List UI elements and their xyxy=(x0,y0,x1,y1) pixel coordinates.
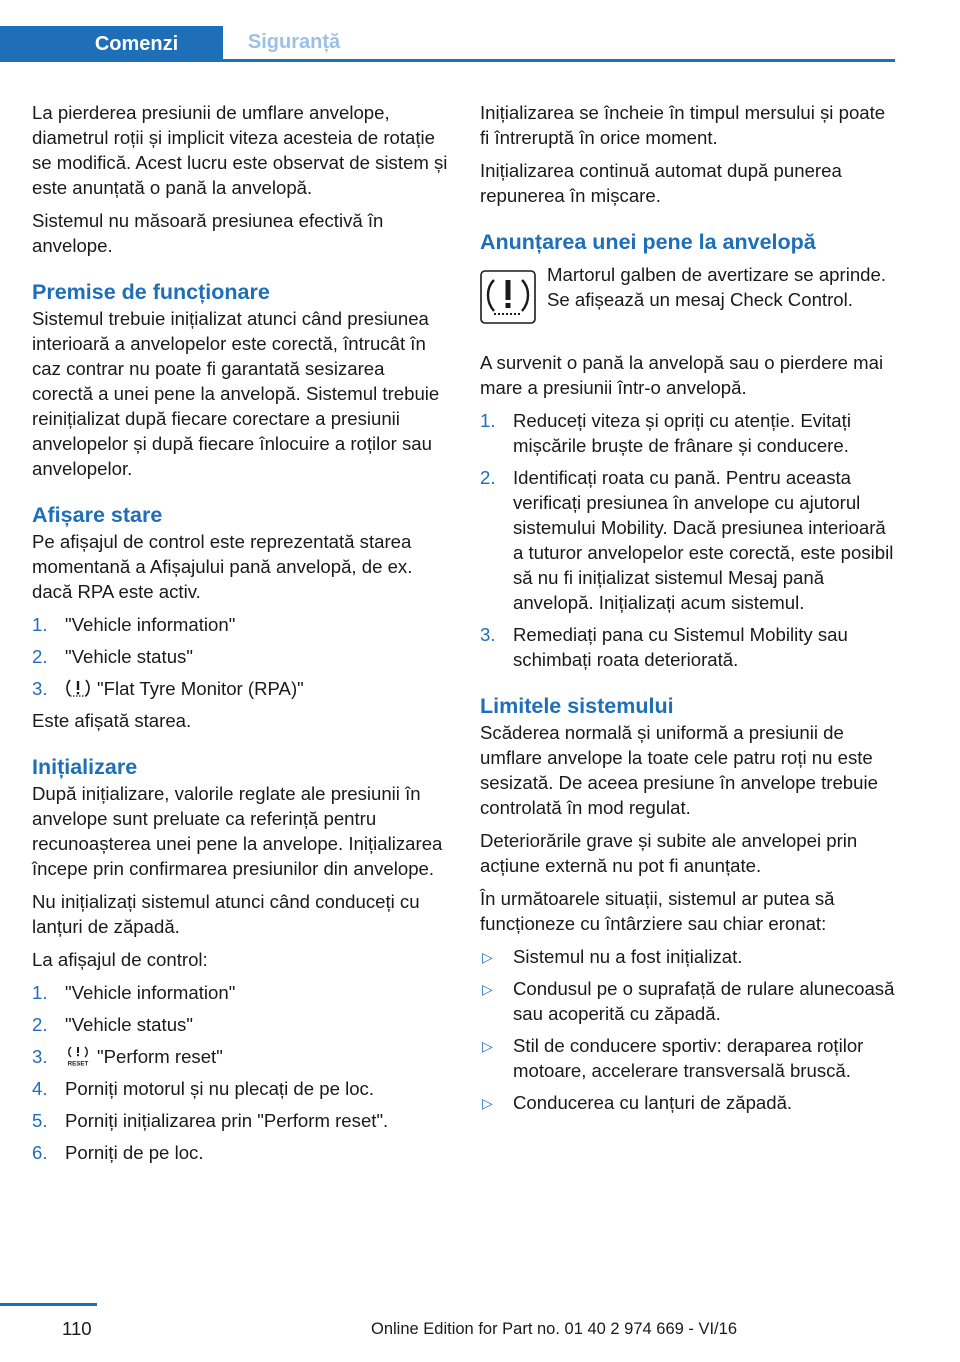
section-heading-limite: Limitele sistemului xyxy=(480,694,674,718)
list-number: 6. xyxy=(32,1142,48,1163)
right-column xyxy=(480,100,896,1122)
paragraph: Este afișată starea. xyxy=(32,710,192,731)
list-text: Porniți de pe loc. xyxy=(65,1142,204,1163)
list-text: "Vehicle information" xyxy=(65,982,236,1003)
paragraph: Inițializarea continuă automat după punerea repunerea în mișcare. xyxy=(480,160,842,206)
warning-block xyxy=(480,262,896,342)
svg-text:RESET: RESET xyxy=(67,1060,89,1067)
list-item xyxy=(480,408,896,458)
list-text: "Perform reset" xyxy=(97,1046,223,1067)
list-item xyxy=(32,676,450,701)
paragraph: Pe afișajul de control este reprezentată starea momentană a Afișajului pană anvelopă, de ex. dacă RPA este activ. xyxy=(32,531,413,602)
list-text: Identificați roata cu pană. Pentru aceasta verificați presiunea în anvelope cu ajutorul sistemului Mobility. Dacă presiunea interioară a tuturor anvelopelor este corectă, este posibil să nu fi inițializat sistemul Mesaj pană anvelopă. Inițializați acum sistemul. xyxy=(513,467,894,613)
warning-text: Martorul galben de avertizare se aprinde. Se afișează un mesaj Check Control. xyxy=(547,264,887,310)
paragraph: La pierderea presiunii de umflare anvelope, diametrul roții și implicit viteza acesteia de rotație se modifică. Acest lucru este observat de sistem și este anunțată o pană la anvelopă. xyxy=(32,102,448,198)
list-item xyxy=(32,980,450,1005)
list-item xyxy=(480,1033,896,1083)
list-text: Conducerea cu lanțuri de zăpadă. xyxy=(513,1092,793,1113)
list-item xyxy=(32,1012,450,1037)
list-number: 4. xyxy=(32,1078,48,1099)
list-text: Stil de conducere sportiv: deraparea roților motoare, accelerare transversală bruscă. xyxy=(513,1035,864,1081)
list-number: 3. xyxy=(32,678,48,699)
list-item xyxy=(480,465,896,615)
list-item xyxy=(480,1090,896,1115)
bullet-triangle-icon: ▷ xyxy=(482,1038,493,1054)
steps-list-reset xyxy=(32,980,450,1165)
list-text: "Vehicle status" xyxy=(65,646,193,667)
list-item xyxy=(32,1108,450,1133)
list-number: 3. xyxy=(480,624,496,645)
list-text: Condusul pe o suprafață de rulare alunecoasă sau acoperită cu zăpadă. xyxy=(513,978,895,1024)
paragraph: Sistemul trebuie inițializat atunci când presiunea interioară a anvelopelor este corectă, întrucât în caz contrar nu poate fi garantată sesizarea corectă a unei pene la anvelopă. Sistemul trebuie reinițializat după fiecare corectare a presiunii anvelopelor și după fiecare înlocuire a roților sau anvelopelor. xyxy=(32,308,440,479)
list-number: 5. xyxy=(32,1110,48,1131)
list-text: Porniți motorul și nu plecați de pe loc. xyxy=(65,1078,375,1099)
paragraph: A survenit o pană la anvelopă sau o pierdere mai mare a presiunii într-o anvelopă. xyxy=(480,352,884,398)
left-column xyxy=(32,100,450,1172)
section-heading-initializare: Inițializare xyxy=(32,755,138,779)
list-text: Sistemul nu a fost inițializat. xyxy=(513,946,743,967)
list-number: 2. xyxy=(480,467,496,488)
header-divider xyxy=(0,59,895,62)
tyre-warning-icon xyxy=(65,677,91,699)
tab-comenzi[interactable]: Comenzi xyxy=(0,26,223,62)
section-heading-anuntare: Anunțarea unei pene la anvelopă xyxy=(480,230,816,254)
list-text: "Vehicle status" xyxy=(65,1014,193,1035)
list-item xyxy=(32,644,450,669)
section-heading-afisare: Afișare stare xyxy=(32,503,163,527)
bullet-triangle-icon: ▷ xyxy=(482,1095,493,1111)
paragraph: După inițializare, valorile reglate ale presiunii în anvelope sunt preluate ca referință pentru recunoașterea unei pene la anvelope. Inițializarea începe prin confirmarea presiunilor din anvelope. xyxy=(32,783,443,879)
list-item xyxy=(480,944,896,969)
section-heading-premise: Premise de funcționare xyxy=(32,280,270,304)
list-number: 1. xyxy=(32,614,48,635)
footer-divider xyxy=(0,1303,97,1306)
paragraph: Scăderea normală și uniformă a presiunii de umflare anvelope la toate cele patru roți nu este sesizată. De aceea presiune în anvelope trebuie controlată în mod regulat. xyxy=(480,722,878,818)
paragraph: Nu inițializați sistemul atunci când conduceți cu lanțuri de zăpadă. xyxy=(32,891,420,937)
list-number: 1. xyxy=(32,982,48,1003)
bullet-triangle-icon: ▷ xyxy=(482,981,493,997)
paragraph: Sistemul nu măsoară presiunea efectivă în anvelope. xyxy=(32,210,384,256)
list-number: 2. xyxy=(32,1014,48,1035)
list-item xyxy=(32,1044,450,1069)
list-number: 2. xyxy=(32,646,48,667)
paragraph: Inițializarea se încheie în timpul mersului și poate fi întreruptă în orice moment. xyxy=(480,102,886,148)
list-item xyxy=(32,612,450,637)
tyre-reset-icon xyxy=(65,1045,91,1067)
list-text: Porniți inițializarea prin "Perform reset". xyxy=(65,1110,389,1131)
steps-list-pana xyxy=(480,408,896,672)
paragraph: Deteriorările grave și subite ale anvelopei prin acțiune externă nu pot fi anunțate. xyxy=(480,830,858,876)
tab-siguranta[interactable]: Siguranță xyxy=(247,31,341,53)
steps-list-status xyxy=(32,612,450,701)
paragraph: În următoarele situații, sistemul ar putea să funcționeze cu întârziere sau chiar eronat: xyxy=(480,888,835,934)
list-text: Remediați pana cu Sistemul Mobility sau schimbați roata deteriorată. xyxy=(513,624,848,670)
header-tabs xyxy=(0,0,895,62)
list-item xyxy=(480,976,896,1026)
list-text: "Flat Tyre Monitor (RPA)" xyxy=(97,678,304,699)
list-item xyxy=(32,1076,450,1101)
page-number: 110 xyxy=(62,1318,92,1339)
list-item xyxy=(480,622,896,672)
bullet-triangle-icon: ▷ xyxy=(482,949,493,965)
flat-tyre-warning-icon xyxy=(480,270,536,324)
list-text: "Vehicle information" xyxy=(65,614,236,635)
edition-note: Online Edition for Part no. 01 40 2 974 669 - VI/16 xyxy=(371,1320,737,1338)
bullet-list-limits xyxy=(480,944,896,1115)
list-item xyxy=(32,1140,450,1165)
paragraph: La afișajul de control: xyxy=(32,949,208,970)
list-number: 3. xyxy=(32,1046,48,1067)
list-text: Reduceți viteza și opriți cu atenție. Evitați mișcările bruște de frânare și conducere. xyxy=(513,410,851,456)
list-number: 1. xyxy=(480,410,496,431)
